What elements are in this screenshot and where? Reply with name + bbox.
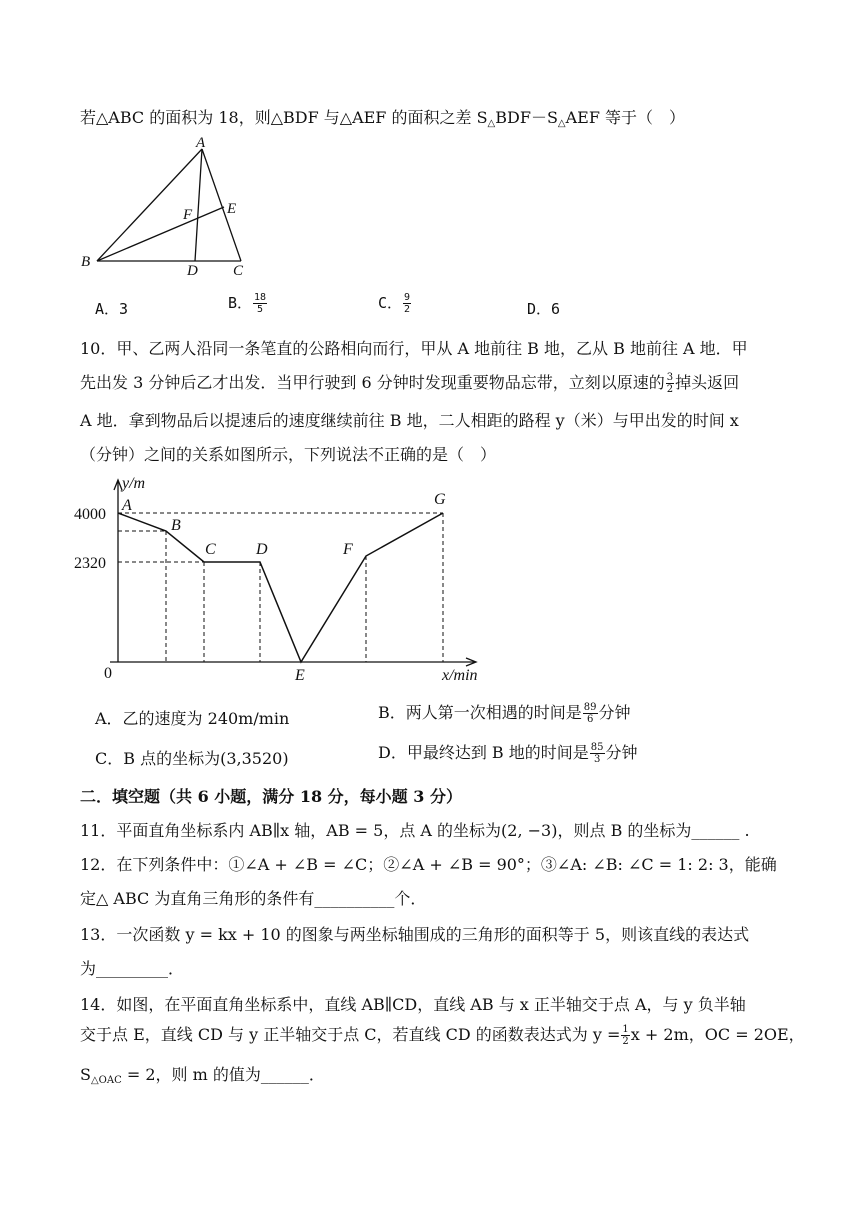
q12-line1: 12．在下列条件中：①∠A + ∠B = ∠C；②∠A + ∠B = 90°；③∠A: ∠B: ∠C = 1: 2: 3，能确 — [80, 855, 777, 874]
line-be — [97, 207, 224, 261]
line-ba — [97, 149, 202, 261]
origin-label: 0 — [104, 665, 112, 682]
point-f: F — [343, 541, 353, 558]
q14-line2: 交于点 E，直线 CD 与 y 正半轴交于点 C，若直线 CD 的函数表达式为 y = $\frac{1}{2}$ x + 2m，OC = 2OE， — [80, 1024, 805, 1047]
q9-option-b: B． $\frac{18}{5}$ — [228, 292, 267, 315]
point-a: A — [122, 497, 132, 514]
distance-polyline — [118, 513, 443, 662]
y-tick-2320: 2320 — [74, 555, 106, 572]
q10-option-d: D．甲最终达到 B 地的时间是 $\frac{85}{3}$ 分钟 — [378, 742, 638, 765]
q10-option-c: C．B 点的坐标为(3,3520) — [95, 749, 289, 768]
distance-time-graph — [70, 470, 500, 690]
q9-option-c: C． $\frac{9}{2}$ — [378, 292, 411, 315]
label-a: A — [196, 135, 206, 151]
triangle-figure — [75, 135, 265, 280]
y-tick-4000: 4000 — [74, 506, 106, 523]
q13-line1: 13．一次函数 y = kx + 10 的图象与两坐标轴围成的三角形的面积等于 5，则该直线的表达式 — [80, 925, 750, 944]
q10-line3: A 地．拿到物品后以提速后的速度继续前往 B 地，二人相距的路程 y（米）与甲出发的时间 x — [80, 411, 739, 430]
q11-text: 11．平面直角坐标系内 AB∥x 轴，AB = 5，点 A 的坐标为(2, −3)，则点 B 的坐标为______ . — [80, 821, 750, 840]
label-d: D — [187, 263, 198, 279]
section-heading: 二．填空题（共 6 小题，满分 18 分，每小题 3 分） — [80, 787, 462, 806]
label-b: B — [81, 254, 91, 270]
label-e: E — [227, 201, 237, 217]
q9-option-d: D．6 — [527, 300, 561, 318]
point-c: C — [205, 541, 216, 558]
q10-line1: 10．甲、乙两人沿同一条笔直的公路相向而行，甲从 A 地前往 B 地，乙从 B 地前往 A 地．甲 — [80, 339, 748, 358]
q10-option-a: A．乙的速度为 240m/min — [95, 709, 290, 728]
q9-option-a: A．3 — [95, 300, 129, 318]
label-c: C — [233, 263, 244, 279]
point-b: B — [171, 517, 181, 534]
q14-line1: 14．如图，在平面直角坐标系中，直线 AB∥CD，直线 AB 与 x 正半轴交于点 A，与 y 负半轴 — [80, 995, 746, 1014]
point-d: D — [256, 541, 268, 558]
point-e: E — [295, 667, 305, 684]
q13-line2: 为_________． — [80, 959, 185, 978]
x-axis-label: x/min — [442, 667, 478, 684]
line-ad — [195, 149, 202, 261]
q12-line2: 定△ ABC 为直角三角形的条件有__________个． — [80, 889, 427, 908]
q10-option-b: B．两人第一次相遇的时间是 $\frac{89}{6}$ 分钟 — [378, 702, 631, 725]
q10-line2: 先出发 3 分钟后乙才出发．当甲行驶到 6 分钟时发现重要物品忘带，立刻以原速的 $\frac{3}{2}$ 掉头返回 — [80, 372, 740, 395]
label-f: F — [183, 207, 193, 223]
q10-line4: （分钟）之间的关系如图所示，下列说法不正确的是（ ） — [80, 445, 497, 464]
y-axis-label: y/m — [122, 475, 146, 492]
point-g: G — [434, 491, 446, 508]
q9-stem: 若△ABC 的面积为 18，则△BDF 与△AEF 的面积之差 $S_\triangle BDF-S_\triangle AEF$ 等于（ ） — [80, 108, 686, 129]
q14-line3: $S_{\triangle OAC} = 2$，则 m 的值为______． — [80, 1065, 325, 1086]
